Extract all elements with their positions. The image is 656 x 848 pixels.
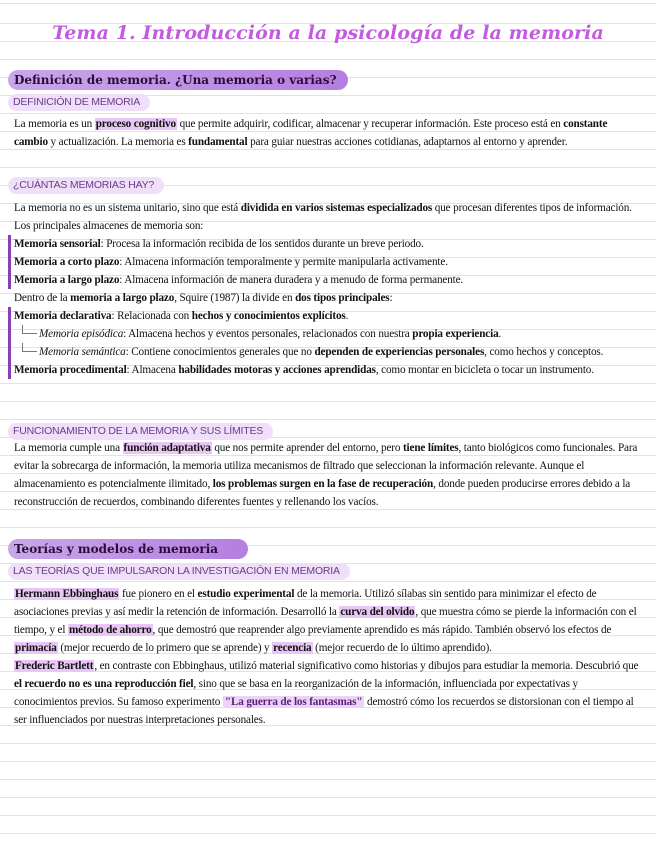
paragraph-ebbinghaus xyxy=(14,585,642,729)
text: : Almacena xyxy=(126,364,179,376)
memory-list xyxy=(8,235,642,289)
section-heading-teorias: Teorías y modelos de memoria xyxy=(8,539,248,559)
bold-text: los problemas surgen en la fase de recuperación xyxy=(212,478,434,490)
long-term-list xyxy=(8,307,642,379)
highlight: método de ahorro xyxy=(68,624,152,636)
text: , como hechos y conceptos. xyxy=(484,346,604,358)
highlight-name: Hermann Ebbinghaus xyxy=(15,588,119,600)
text: La memoria es un xyxy=(14,118,95,130)
text: (mejor recuerdo de lo primero que se aprende) y xyxy=(57,642,273,654)
text: , en contraste con Ebbinghaus, utilizó material significativo como historias y dibujos para estudiar la memoria. Descubrió que xyxy=(94,660,639,672)
text: (mejor recuerdo de lo último aprendido). xyxy=(312,642,492,654)
subheading-funcionamiento: FUNCIONAMIENTO DE LA MEMORIA Y SUS LÍMITES xyxy=(8,423,273,440)
bold-text: memoria a largo plazo xyxy=(70,292,175,304)
text: , sino que se basa en la reorganización de la información, influenciada por expectativas y conocimientos previos. Su famoso experimento xyxy=(14,678,578,708)
list-item xyxy=(14,361,642,379)
bold-text: dividida en varios sistemas especializados xyxy=(240,202,433,214)
highlight: primacía xyxy=(15,642,57,654)
text: , que muestra cómo se pierde la información con el tiempo, y el xyxy=(14,606,637,636)
paragraph-cuantas xyxy=(14,199,642,379)
bold-text: dos tipos principales xyxy=(295,292,390,304)
text: : xyxy=(389,292,393,304)
term-corto-plazo: Memoria a corto plazo xyxy=(14,256,120,268)
term-largo-plazo: Memoria a largo plazo xyxy=(14,274,120,286)
text: para guiar nuestras acciones cotidianas, adaptarnos al entorno y aprender. xyxy=(247,136,568,148)
bold-text: hechos y conocimientos explícitos xyxy=(191,310,346,322)
list-item xyxy=(14,343,642,361)
text: : Almacena información de manera duradera y a menudo de forma permanente. xyxy=(119,274,464,286)
bold-text: estudio experimental xyxy=(197,588,295,600)
text: : Procesa la información recibida de los sentidos durante un breve periodo. xyxy=(100,238,424,250)
text: , tanto biológicos como funcionales. Para evitar la sobrecarga de información, la memoria utiliza mecanismos de filtrado que seleccionan la información relevante. Aunque el almacenamiento es potencialmente ilimitado, xyxy=(14,442,638,490)
bold-text: dependen de experiencias personales xyxy=(314,346,485,358)
text: La memoria no es un sistema unitario, sino que está xyxy=(14,202,241,214)
highlight: proceso cognitivo xyxy=(95,118,176,130)
text: fue pionero en el xyxy=(119,588,198,600)
term-episodica: Memoria episódica xyxy=(39,328,124,340)
text: : Contiene conocimientos generales que no xyxy=(125,346,315,358)
text: que permite adquirir, codificar, almacenar y recuperar información. Este proceso está en xyxy=(176,118,564,130)
bold-text: habilidades motoras y acciones aprendidas xyxy=(178,364,376,376)
highlight-name: Frederic Bartlett xyxy=(15,660,94,672)
text: que nos permite aprender del entorno, pero xyxy=(211,442,403,454)
text: : Relacionada con xyxy=(111,310,192,322)
highlight: recencia xyxy=(273,642,312,654)
term-sensorial: Memoria sensorial xyxy=(14,238,101,250)
highlight-quote: "La guerra de los fantasmas" xyxy=(224,696,363,708)
subheading-cuantas: ¿CUÁNTAS MEMORIAS HAY? xyxy=(8,177,164,194)
bold-text: tiene límites xyxy=(402,442,459,454)
subheading-teorias: LAS TEORÍAS QUE IMPULSARON LA INVESTIGACIÓN EN MEMORIA xyxy=(8,563,350,580)
text: Dentro de la xyxy=(14,292,71,304)
list-item xyxy=(14,325,642,343)
text: de la memoria. Utilizó sílabas sin sentido para minimizar el efecto de asociaciones previas y así medir la retención de información. Desarrolló la xyxy=(14,588,597,618)
text: y actualización. La memoria es xyxy=(47,136,189,148)
bold-text: propia experiencia xyxy=(412,328,499,340)
text: que procesan diferentes tipos de información. Los principales almacenes de memoria son: xyxy=(14,202,632,232)
text: : Almacena información temporalmente y permite manipularla activamente. xyxy=(119,256,448,268)
bold-text: constante cambio xyxy=(14,118,608,148)
subheading-definicion: DEFINICIÓN DE MEMORIA xyxy=(8,94,150,111)
text: , como montar en bicicleta o tocar un instrumento. xyxy=(375,364,594,376)
term-semantica: Memoria semántica xyxy=(39,346,126,358)
highlight: función adaptativa xyxy=(123,442,211,454)
text: La memoria cumple una xyxy=(14,442,123,454)
tree-branch-icon xyxy=(22,325,37,334)
paragraph-definicion xyxy=(14,115,642,151)
term-declarativa: Memoria declarativa xyxy=(14,310,112,322)
text: , donde pueden producirse errores debido a la reconstrucción de recuerdos, combinando diferentes fuentes y rellenando los vacíos. xyxy=(14,478,631,508)
text: , que demostró que reaprender algo previamente aprendido es más rápido. También observó los efectos de xyxy=(152,624,612,636)
tree-branch-icon xyxy=(22,343,37,352)
list-item xyxy=(14,235,642,253)
list-item xyxy=(14,253,642,271)
text: . xyxy=(498,328,502,340)
text: : Almacena hechos y eventos personales, relacionados con nuestra xyxy=(123,328,413,340)
section-heading-definicion: Definición de memoria. ¿Una memoria o varias? xyxy=(8,70,348,90)
paragraph-funcionamiento xyxy=(14,439,642,511)
term-procedimental: Memoria procedimental xyxy=(14,364,127,376)
page-title: Tema 1. Introducción a la psicología de la memoria xyxy=(52,22,604,44)
text: , Squire (1987) la divide en xyxy=(174,292,296,304)
list-item xyxy=(14,271,642,289)
highlight: curva del olvido xyxy=(340,606,415,618)
list-item xyxy=(14,307,642,325)
bold-text: fundamental xyxy=(188,136,248,148)
text: demostró cómo los recuerdos se distorsionan con el tiempo al ser influenciados por nuestras interpretaciones personales. xyxy=(14,696,634,726)
text: . xyxy=(345,310,349,322)
bold-text: el recuerdo no es una reproducción fiel xyxy=(14,678,194,690)
